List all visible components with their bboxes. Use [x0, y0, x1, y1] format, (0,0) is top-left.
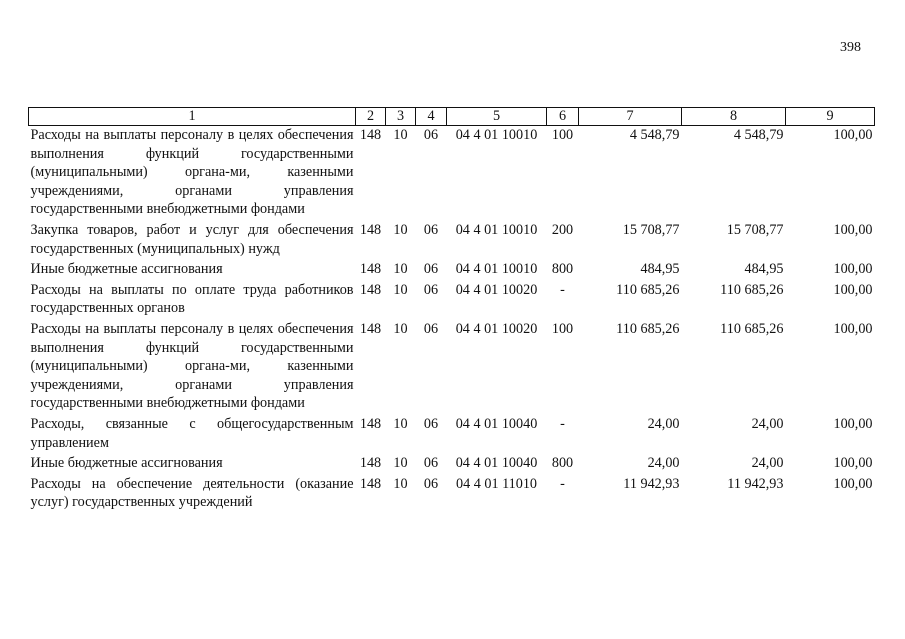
table-header-row: [29, 108, 875, 126]
table-row: [29, 260, 875, 281]
executed-amount: 110 685,26: [720, 320, 784, 337]
budget-table: [28, 107, 875, 514]
subsection-code: 06: [423, 127, 439, 143]
executed-amount: 24,00: [751, 455, 784, 472]
column-header: 4: [416, 108, 447, 126]
table-row: [29, 475, 875, 514]
planned-amount: 11 942,93: [623, 475, 680, 492]
expense-name: Расходы на выплаты персоналу в целях обеспечения выполнения функций государственными (муниципальными) органа-ми, казенными учреждениями, органами управления государственными внебюджетными фондами: [30, 320, 354, 412]
subsection-code: 06: [423, 261, 439, 278]
expense-name: Закупка товаров, работ и услуг для обеспечения государственных (муниципальных) нужд: [30, 221, 354, 257]
subsection-code: 06: [423, 415, 439, 432]
planned-amount: 24,00: [647, 415, 680, 432]
page-number: 398: [840, 40, 861, 55]
expense-name: Иные бюджетные ассигнования: [30, 455, 223, 472]
planned-amount: 110 685,26: [616, 320, 680, 337]
executed-amount: 15 708,77: [726, 221, 784, 238]
execution-percent: 100,00: [833, 127, 873, 143]
column-header: 7: [579, 108, 682, 126]
execution-percent: 100,00: [833, 261, 873, 278]
ministry-code: 148: [359, 455, 382, 472]
target-article-code: 04 4 01 10020: [455, 281, 538, 298]
execution-percent: 100,00: [833, 415, 873, 432]
section-code: 10: [393, 415, 408, 432]
ministry-code: 148: [359, 415, 382, 432]
column-header: 8: [682, 108, 786, 126]
ministry-code: 148: [359, 221, 382, 238]
subsection-code: 06: [423, 281, 439, 298]
target-article-code: 04 4 01 10010: [455, 127, 538, 143]
table-row: [29, 126, 875, 221]
column-header: 1: [29, 108, 356, 126]
executed-amount: 11 942,93: [727, 475, 784, 492]
table-row: [29, 281, 875, 320]
planned-amount: 15 708,77: [622, 221, 680, 238]
target-article-code: 04 4 01 10040: [455, 415, 538, 432]
section-code: 10: [393, 475, 408, 492]
column-header: 3: [386, 108, 416, 126]
section-code: 10: [393, 261, 408, 278]
table-row: [29, 415, 875, 454]
section-code: 10: [393, 127, 408, 143]
expense-name: Расходы, связанные с общегосударственным управлением: [30, 415, 354, 451]
planned-amount: 484,95: [640, 261, 680, 278]
ministry-code: 148: [359, 281, 382, 298]
executed-amount: 110 685,26: [720, 281, 784, 298]
expense-type-code: -: [560, 415, 565, 432]
section-code: 10: [393, 455, 408, 472]
table-row: [29, 320, 875, 415]
expense-type-code: -: [560, 281, 565, 298]
execution-percent: 100,00: [833, 221, 873, 238]
table-row: [29, 454, 875, 475]
subsection-code: 06: [423, 221, 439, 238]
table-row: [29, 221, 875, 260]
section-code: 10: [393, 221, 408, 238]
section-code: 10: [393, 320, 408, 337]
expense-name: Расходы на выплаты по оплате труда работников государственных органов: [30, 281, 354, 317]
target-article-code: 04 4 01 10020: [455, 320, 538, 337]
target-article-code: 04 4 01 10010: [455, 221, 538, 238]
planned-amount: 110 685,26: [616, 281, 680, 298]
target-article-code: 04 4 01 10040: [455, 455, 538, 472]
executed-amount: 4 548,79: [733, 127, 784, 143]
expense-type-code: 800: [551, 455, 574, 472]
expense-name: Расходы на обеспечение деятельности (оказание услуг) государственных учреждений: [30, 475, 354, 511]
subsection-code: 06: [423, 475, 439, 492]
ministry-code: 148: [359, 127, 382, 143]
executed-amount: 484,95: [744, 261, 784, 278]
column-header: 6: [547, 108, 579, 126]
target-article-code: 04 4 01 10010: [455, 261, 538, 278]
expense-type-code: 800: [551, 261, 574, 278]
planned-amount: 24,00: [647, 455, 680, 472]
ministry-code: 148: [359, 261, 382, 278]
planned-amount: 4 548,79: [629, 127, 680, 143]
expense-type-code: 200: [551, 221, 574, 238]
expense-name: Расходы на выплаты персоналу в целях обеспечения выполнения функций государственными (муниципальными) органа-ми, казенными учреждениями, органами управления государственными внебюджетными фондами: [30, 127, 354, 218]
execution-percent: 100,00: [833, 281, 873, 298]
expense-type-code: 100: [551, 127, 574, 143]
expense-type-code: 100: [551, 320, 574, 337]
column-header: 9: [786, 108, 875, 126]
section-code: 10: [393, 281, 408, 298]
expense-name: Иные бюджетные ассигнования: [30, 261, 223, 278]
ministry-code: 148: [359, 320, 382, 337]
expense-type-code: -: [560, 475, 565, 492]
executed-amount: 24,00: [751, 415, 784, 432]
column-header: 5: [447, 108, 547, 126]
subsection-code: 06: [423, 455, 439, 472]
execution-percent: 100,00: [833, 475, 873, 492]
execution-percent: 100,00: [833, 455, 873, 472]
column-header: 2: [356, 108, 386, 126]
target-article-code: 04 4 01 11010: [455, 475, 538, 492]
subsection-code: 06: [423, 320, 439, 337]
ministry-code: 148: [359, 475, 382, 492]
execution-percent: 100,00: [833, 320, 873, 337]
